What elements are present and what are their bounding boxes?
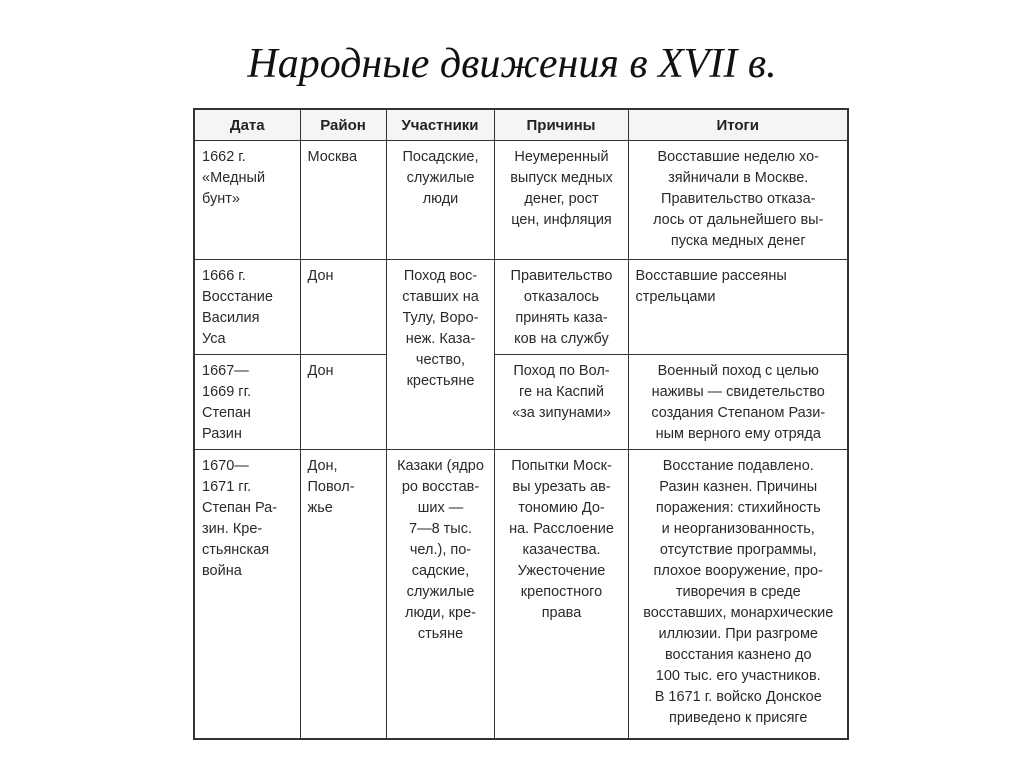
cell-causes: Неумеренный выпуск медных денег, рост цен, инфляция	[494, 141, 628, 260]
table-header-row	[194, 109, 848, 141]
cell-date: 1667— 1669 гг. Степан Разин	[194, 355, 300, 450]
cell-participants: Казаки (ядро ро восстав- ших — 7—8 тыс. чел.), по- садские, служилые люди, кре- стьяне	[386, 450, 494, 740]
cell-region: Москва	[300, 141, 386, 260]
header-causes: Причины	[494, 109, 628, 141]
page-title: Народные движения в XVII в.	[247, 41, 777, 87]
cell-causes: Попытки Моск- вы урезать ав- тономию До- на. Расслоение казачества. Ужесточение крепостного права	[494, 450, 628, 740]
cell-participants: Посадские, служилые люди	[386, 141, 494, 260]
table-row	[194, 450, 848, 740]
header-participants: Участники	[386, 109, 494, 141]
cell-region: Дон	[300, 355, 386, 450]
cell-date: 1670— 1671 гг. Степан Ра- зин. Кре- стьянская война	[194, 450, 300, 740]
cell-results: Военный поход с целью наживы — свидетельство создания Степаном Рази- ным верного ему отряда	[628, 355, 848, 450]
cell-date: 1666 г. Восстание Василия Уса	[194, 260, 300, 355]
cell-region: Дон	[300, 260, 386, 355]
cell-region: Дон, Повол- жье	[300, 450, 386, 740]
movements-table	[193, 108, 849, 740]
table-row	[194, 355, 848, 450]
cell-causes: Правительство отказалось принять каза- ков на службу	[494, 260, 628, 355]
cell-results: Восставшие рассеяны стрельцами	[628, 260, 848, 355]
table-row	[194, 141, 848, 260]
cell-participants: Поход вос- ставших на Тулу, Воро- неж. Каза- чество, крестьяне	[386, 260, 494, 450]
header-region: Район	[300, 109, 386, 141]
table-row	[194, 260, 848, 355]
cell-results: Восставшие неделю хо- зяйничали в Москве. Правительство отказа- лось от дальнейшего вы- пуска медных денег	[628, 141, 848, 260]
cell-causes: Поход по Вол- ге на Каспий «за зипунами»	[494, 355, 628, 450]
cell-date: 1662 г. «Медный бунт»	[194, 141, 300, 260]
header-results: Итоги	[628, 109, 848, 141]
header-date: Дата	[194, 109, 300, 141]
cell-results: Восстание подавлено. Разин казнен. Причины поражения: стихийность и неорганизованность, отсутствие программы, плохое вооружение, про- тиворечия в среде восставших, монархические иллюзии. При разгроме восстания казнено до 100 тыс. его участников. В 1671 г. войско Донское приведено к присяге	[628, 450, 848, 740]
